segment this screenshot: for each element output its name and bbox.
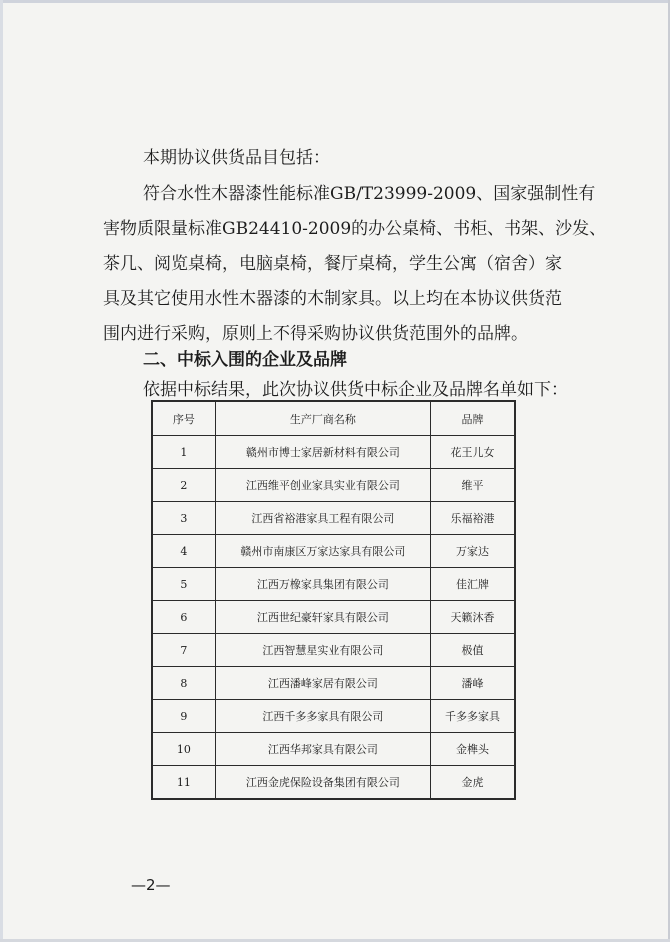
table-row bbox=[152, 601, 515, 634]
paragraph-line: 茶几、阅览桌椅，电脑桌椅，餐厅桌椅，学生公寓（宿舍）家 bbox=[103, 254, 562, 274]
scan-edge-top bbox=[0, 0, 670, 3]
table-row bbox=[152, 469, 515, 502]
winning-brands-table bbox=[151, 400, 516, 800]
header-company: 生产厂商名称 bbox=[215, 401, 430, 436]
table-row bbox=[152, 700, 515, 733]
cell-brand: 花王儿女 bbox=[430, 436, 515, 469]
scope-paragraph bbox=[103, 177, 607, 352]
page-number: —2— bbox=[131, 876, 171, 894]
cell-number: 2 bbox=[152, 469, 215, 502]
table-header-row bbox=[152, 401, 515, 436]
cell-number: 5 bbox=[152, 568, 215, 601]
cell-number: 11 bbox=[152, 766, 215, 800]
cell-brand: 佳汇牌 bbox=[430, 568, 515, 601]
table-row bbox=[152, 766, 515, 800]
paragraph-line: 符合水性木器漆性能标准GB/T23999-2009、国家强制性有 bbox=[143, 184, 596, 204]
cell-number: 6 bbox=[152, 601, 215, 634]
cell-company: 江西华邦家具有限公司 bbox=[215, 733, 430, 766]
cell-brand: 维平 bbox=[430, 469, 515, 502]
table-row bbox=[152, 502, 515, 535]
table-row bbox=[152, 568, 515, 601]
cell-brand: 金榫头 bbox=[430, 733, 515, 766]
paragraph-line: 具及其它使用水性木器漆的木制家具。以上均在本协议供货范 bbox=[103, 289, 562, 309]
section-heading: 二、中标入围的企业及品牌 bbox=[143, 350, 347, 370]
cell-brand: 潘峰 bbox=[430, 667, 515, 700]
table-row bbox=[152, 436, 515, 469]
header-brand: 品牌 bbox=[430, 401, 515, 436]
scan-edge-left bbox=[0, 0, 3, 942]
table-row bbox=[152, 634, 515, 667]
cell-number: 8 bbox=[152, 667, 215, 700]
cell-number: 9 bbox=[152, 700, 215, 733]
cell-number: 1 bbox=[152, 436, 215, 469]
cell-number: 3 bbox=[152, 502, 215, 535]
cell-company: 江西世纪豪轩家具有限公司 bbox=[215, 601, 430, 634]
header-number: 序号 bbox=[152, 401, 215, 436]
cell-number: 4 bbox=[152, 535, 215, 568]
cell-number: 10 bbox=[152, 733, 215, 766]
table-row bbox=[152, 535, 515, 568]
cell-company: 江西千多多家具有限公司 bbox=[215, 700, 430, 733]
cell-company: 赣州市博士家居新材料有限公司 bbox=[215, 436, 430, 469]
cell-brand: 天籁沐香 bbox=[430, 601, 515, 634]
paragraph-line: 害物质限量标准GB24410-2009的办公桌椅、书柜、书架、沙发、 bbox=[103, 219, 607, 239]
table-row bbox=[152, 733, 515, 766]
cell-brand: 乐福裕港 bbox=[430, 502, 515, 535]
cell-brand: 千多多家具 bbox=[430, 700, 515, 733]
cell-brand: 极值 bbox=[430, 634, 515, 667]
cell-company: 江西省裕港家具工程有限公司 bbox=[215, 502, 430, 535]
cell-company: 江西潘峰家居有限公司 bbox=[215, 667, 430, 700]
intro-line: 本期协议供货品目包括： bbox=[143, 148, 330, 168]
table-row bbox=[152, 667, 515, 700]
cell-company: 江西万橡家具集团有限公司 bbox=[215, 568, 430, 601]
basis-line: 依据中标结果，此次协议供货中标企业及品牌名单如下： bbox=[143, 380, 568, 400]
cell-company: 江西金虎保险设备集团有限公司 bbox=[215, 766, 430, 800]
cell-company: 江西维平创业家具实业有限公司 bbox=[215, 469, 430, 502]
paragraph-line: 围内进行采购，原则上不得采购协议供货范围外的品牌。 bbox=[103, 324, 528, 344]
cell-company: 江西智慧星实业有限公司 bbox=[215, 634, 430, 667]
cell-number: 7 bbox=[152, 634, 215, 667]
cell-brand: 金虎 bbox=[430, 766, 515, 800]
cell-brand: 万家达 bbox=[430, 535, 515, 568]
cell-company: 赣州市南康区万家达家具有限公司 bbox=[215, 535, 430, 568]
